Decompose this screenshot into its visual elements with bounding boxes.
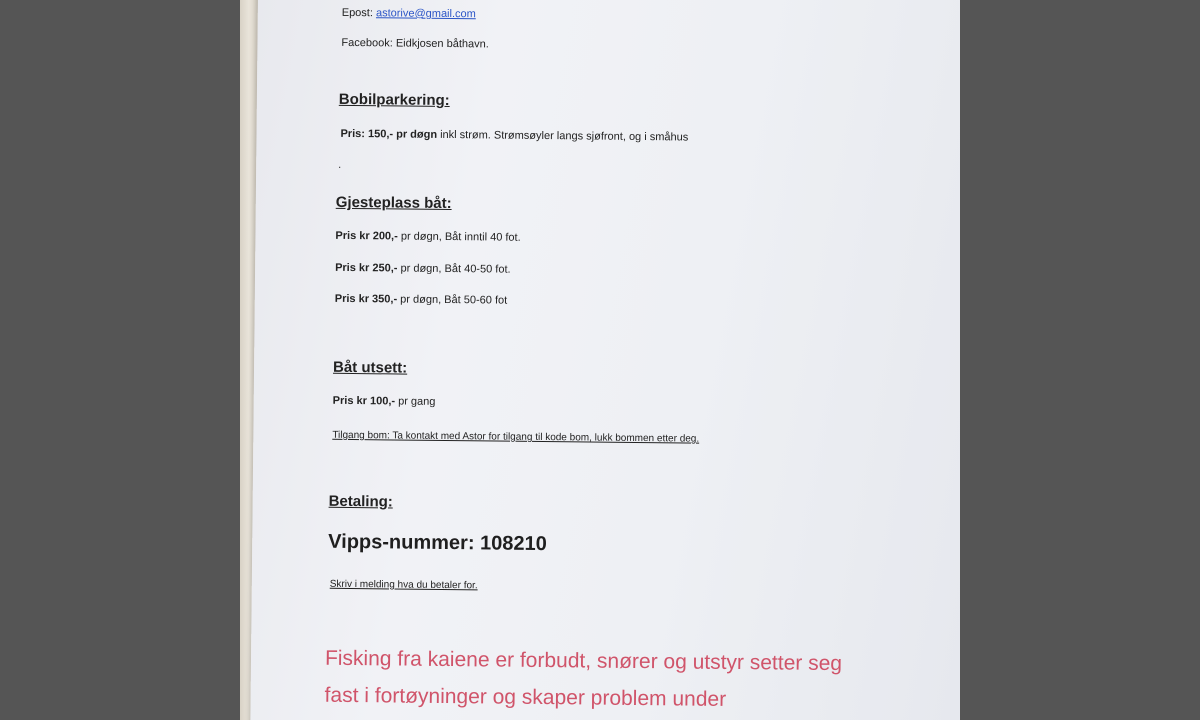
email-line bbox=[342, 7, 476, 20]
notice-paper bbox=[250, 0, 960, 720]
utsett-price bbox=[333, 395, 436, 408]
row-1-price: Pris kr 200,- bbox=[335, 229, 398, 243]
row-3-price: Pris kr 350,- bbox=[334, 292, 398, 306]
gjesteplass-row-3 bbox=[335, 293, 508, 307]
bobil-dot: . bbox=[338, 158, 342, 171]
bobil-price bbox=[340, 128, 688, 144]
payment-note: Skriv i melding hva du betaler for. bbox=[329, 578, 478, 592]
email-label: Epost: bbox=[341, 6, 377, 20]
utsett-heading: Båt utsett: bbox=[332, 358, 408, 377]
bobil-price-rest: inkl strøm. Strømsøyler langs sjøfront, og i småhus bbox=[437, 128, 689, 144]
row-2-price: Pris kr 250,- bbox=[335, 261, 398, 275]
utsett-price-bold: Pris kr 100,- bbox=[332, 394, 396, 408]
gjesteplass-row-2 bbox=[335, 262, 511, 276]
bobil-price-bold: Pris: 150,- pr døgn bbox=[340, 127, 438, 141]
utsett-price-rest: pr gang bbox=[395, 395, 436, 408]
bom-note: Tilgang bom: Ta kontakt med Astor for tilgang til kode bom, lukk bommen etter deg. bbox=[332, 429, 700, 445]
row-3-desc: pr døgn, Båt 50-60 fot bbox=[397, 293, 508, 307]
row-2-desc: pr døgn, Båt 40-50 fot. bbox=[397, 262, 511, 276]
row-1-desc: pr døgn, Båt inntil 40 fot. bbox=[397, 230, 521, 244]
vipps-number: Vipps-nummer: 108210 bbox=[328, 530, 547, 556]
email-link[interactable]: astorive@gmail.com bbox=[375, 7, 476, 21]
gjesteplass-row-1 bbox=[335, 230, 520, 244]
gjesteplass-heading: Gjesteplass båt: bbox=[335, 193, 452, 213]
bobil-heading: Bobilparkering: bbox=[338, 90, 450, 110]
photo-frame bbox=[240, 0, 960, 720]
facebook-line: Facebook: Eidkjosen båthavn. bbox=[341, 36, 489, 51]
warning-line-2: fast i fortøyninger og skaper problem under bbox=[324, 683, 727, 711]
betaling-heading: Betaling: bbox=[328, 492, 393, 511]
warning-line-1: Fisking fra kaiene er forbudt, snører og utstyr setter seg bbox=[324, 646, 843, 676]
